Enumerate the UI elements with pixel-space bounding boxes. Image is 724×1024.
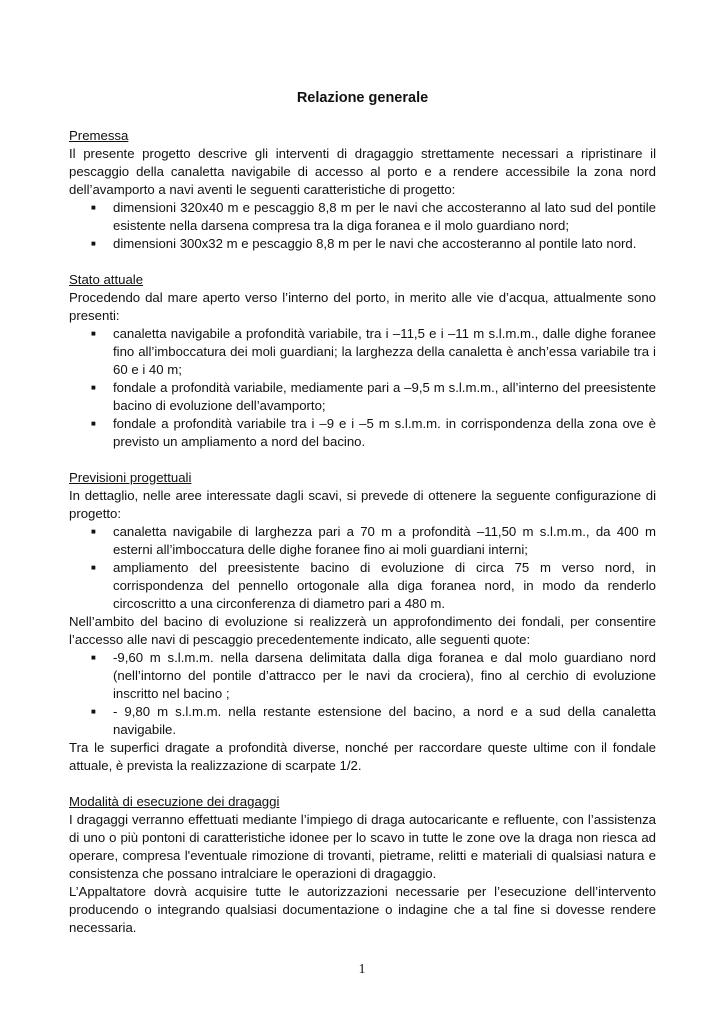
document-page [69,88,656,955]
bullet-list [69,199,656,253]
list-item-text: fondale a profondità variabile, mediamente pari a –9,5 m s.l.m.m., all’interno del preesistente bacino di evoluzione dell’avamporto; [113,380,656,413]
section [69,793,656,937]
list-item-text: fondale a profondità variabile tra i –9 e i –5 m s.l.m.m. in corrispondenza della zona ove è previsto un ampliamento a nord del bacino. [113,416,656,449]
square-bullet-icon: ■ [91,329,96,338]
list-item-text: canaletta navigabile di larghezza pari a 70 m a profondità –11,50 m s.l.m.m., da 400 m esterni all’imboccatura delle dighe foranee fino ai moli guardiani interni; [113,524,656,557]
paragraph: Procedendo dal mare aperto verso l’interno del porto, in merito alle vie d’acqua, attualmente sono presenti: [69,290,656,323]
square-bullet-icon: ■ [91,707,96,716]
bullet-list [69,523,656,613]
list-item [69,325,656,379]
paragraph: Il presente progetto descrive gli interventi di dragaggio strettamente necessari a ripristinare il pescaggio della canaletta navigabile di accesso al porto e a rendere accessibile la zona nord dell’avamporto a navi aventi le seguenti caratteristiche di progetto: [69,146,656,197]
document-body [69,127,656,937]
list-item [69,703,656,739]
list-item-text: dimensioni 320x40 m e pescaggio 8,8 m per le navi che accosteranno al lato sud del pontile esistente nella darsena compresa tra la diga foranea e il molo guardiano nord; [113,200,656,233]
paragraph: Nell’ambito del bacino di evoluzione si realizzerà un approfondimento dei fondali, per consentire l’accesso alle navi di pescaggio precedentemente indicato, alle seguenti quote: [69,614,656,647]
square-bullet-icon: ■ [91,383,96,392]
list-item [69,649,656,703]
paragraph: L’Appaltatore dovrà acquisire tutte le autorizzazioni necessarie per l’esecuzione dell’intervento producendo o integrando qualsiasi documentazione o indagine che a tal fine si dovesse rendere necessaria. [69,884,656,935]
paragraph: Tra le superfici dragate a profondità diverse, nonché per raccordare queste ultime con il fondale attuale, è prevista la realizzazione di scarpate 1/2. [69,740,656,773]
page-number: 1 [358,962,366,977]
square-bullet-icon: ■ [91,653,96,662]
square-bullet-icon: ■ [91,239,96,248]
section-heading: Modalità di esecuzione dei dragaggi [69,794,280,809]
list-item-text: -9,60 m s.l.m.m. nella darsena delimitata dalla diga foranea e dal molo guardiano nord (nell’intorno del pontile d’attracco per le navi da crociera), fino al cerchio di evoluzione inscritto nel bacino ; [113,650,656,701]
paragraph: In dettaglio, nelle aree interessate dagli scavi, si prevede di ottenere la seguente configurazione di progetto: [69,488,656,521]
list-item-text: dimensioni 300x32 m e pescaggio 8,8 m per le navi che accosteranno al pontile lato nord. [113,236,637,251]
bullet-list [69,649,656,739]
list-item [69,415,656,451]
section [69,271,656,451]
list-item [69,523,656,559]
square-bullet-icon: ■ [91,203,96,212]
paragraph: I dragaggi verranno effettuati mediante l’impiego di draga autocaricante e refluente, con l’assistenza di uno o più pontoni di caratteristiche idonee per lo scavo in tutte le zone ove la draga non riesca ad operare, compresa l'eventuale rimozione di trovanti, pietrame, relitti e materiali di qualsiasi natura e consistenza che possano intralciare le operazioni di dragaggio. [69,812,656,881]
list-item [69,235,656,253]
list-item [69,379,656,415]
section [69,127,656,253]
section [69,469,656,775]
square-bullet-icon: ■ [91,563,96,572]
square-bullet-icon: ■ [91,419,96,428]
bullet-list [69,325,656,451]
list-item-text: - 9,80 m s.l.m.m. nella restante estensione del bacino, a nord e a sud della canaletta navigabile. [113,704,656,737]
document-title: Relazione generale [296,90,429,106]
list-item [69,559,656,613]
list-item-text: ampliamento del preesistente bacino di evoluzione di circa 75 m verso nord, in corrispondenza del pennello ortogonale alla diga foranea nord, in modo da renderlo circoscritto a una circonferenza di diametro pari a 480 m. [113,560,656,611]
list-item-text: canaletta navigabile a profondità variabile, tra i –11,5 e i –11 m s.l.m.m., dalle dighe foranee fino all’imboccatura dei moli guardiani; la larghezza della canaletta è anch’essa variabile tra i 60 e i 40 m; [113,326,656,377]
section-heading: Previsioni progettuali [69,470,192,485]
section-heading: Premessa [69,128,129,143]
section-heading: Stato attuale [69,272,144,287]
list-item [69,199,656,235]
square-bullet-icon: ■ [91,527,96,536]
